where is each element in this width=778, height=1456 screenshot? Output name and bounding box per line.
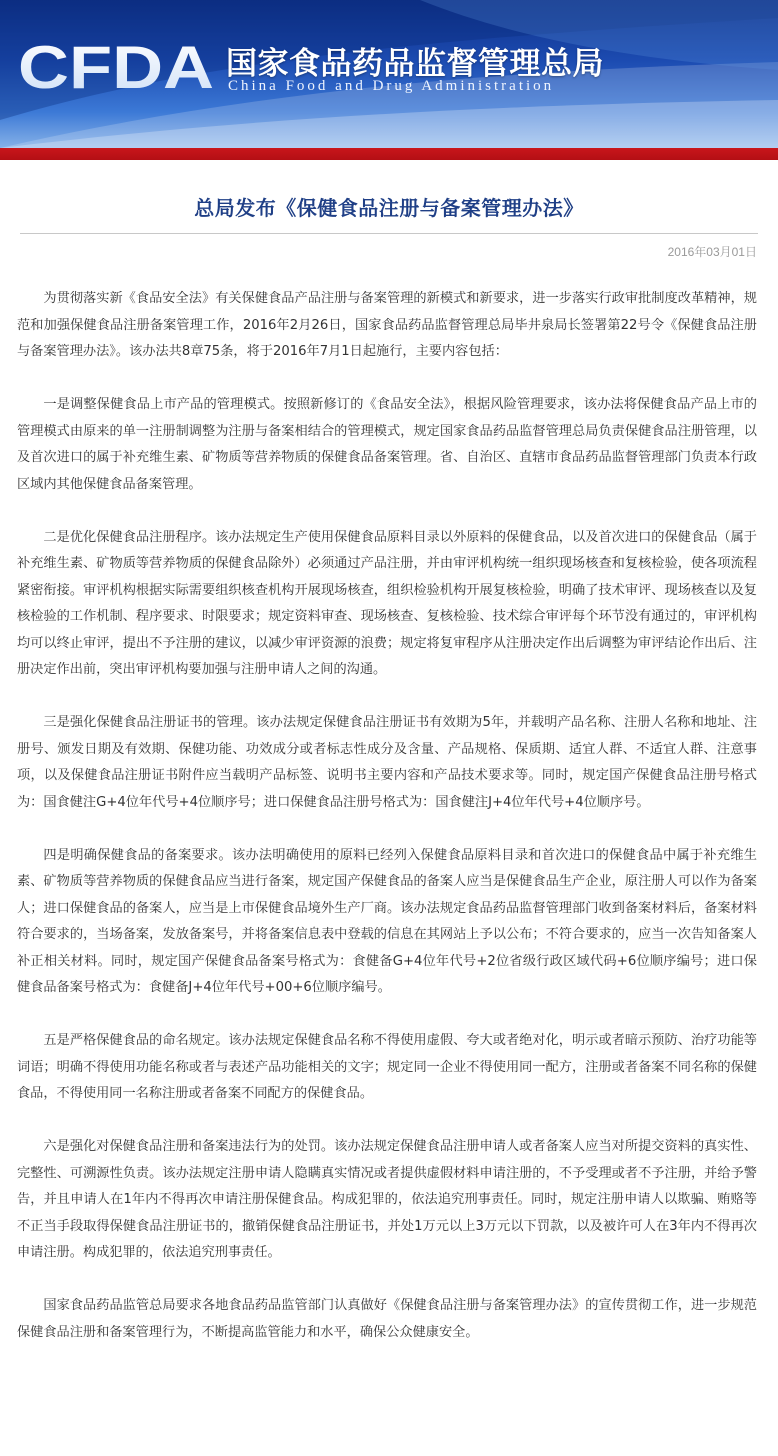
title-divider	[20, 233, 758, 234]
cfda-logo[interactable]	[18, 36, 218, 96]
article-paragraph: 六是强化对保健食品注册和备案违法行为的处罚。该办法规定保健食品注册申请人或者备案人应当对所提交资料的真实性、完整性、可溯源性负责。该办法规定注册申请人隐瞒真实情况或者提供虚假材料申请注册的，不予受理或者不予注册，并给予警告，并且申请人在1年内不得再次申请注册保健食品。构成犯罪的，依法追究刑事责任。同时，规定注册申请人以欺骗、贿赂等不正当手段取得保健食品注册证书的，撤销保健食品注册证书，并处1万元以上3万元以下罚款，以及被许可人在3年内不得再次申请注册。构成犯罪的，依法追究刑事责任。	[17, 1139, 757, 1260]
article-paragraph: 四是明确保健食品的备案要求。该办法明确使用的原料已经列入保健食品原料目录和首次进口的保健食品中属于补充维生素、矿物质等营养物质的保健食品应当进行备案，规定国产保健食品的备案人应当是保健食品生产企业，原注册人可以作为备案人；进口保健食品的备案人，应当是上市保健食品境外生产厂商。该办法规定食品药品监督管理部门收到备案材料后，备案材料符合要求的，当场备案，发放备案号，并将备案信息表中登载的信息在其网站上予以公布；不符合要求的，应当一次告知备案人补正相关材料。同时，规定国产保健食品备案号格式为：食健备G+4位年代号+2位省级行政区域代码+6位顺序编号；进口保健食品备案号格式为：食健备J+4位年代号+00+6位顺序编号。	[17, 847, 757, 995]
header-red-bar	[0, 148, 778, 160]
article-body	[17, 286, 757, 1373]
cfda-logo-text: CFDA	[18, 36, 214, 96]
agency-name-english: China Food and Drug Administration	[228, 78, 555, 94]
article-paragraph: 三是强化保健食品注册证书的管理。该办法规定保健食品注册证书有效期为5年，并载明产品名称、注册人名称和地址、注册号、颁发日期及有效期、保健功能、功效成分或者标志性成分及含量、产品规格、保质期、适宜人群、不适宜人群、注意事项，以及保健食品注册证书附件应当载明产品标签、说明书主要内容和产品技术要求等。同时，规定国产保健食品注册号格式为：国食健注G+4位年代号+4位顺序号；进口保健食品注册号格式为：国食健注J+4位年代号+4位顺序号。	[17, 715, 757, 810]
article-paragraph: 五是严格保健食品的命名规定。该办法规定保健食品名称不得使用虚假、夸大或者绝对化，明示或者暗示预防、治疗功能等词语；明确不得使用功能名称或者与表述产品功能相关的文字；规定同一企业不得使用同一配方，注册或者备案不同名称的保健食品，不得使用同一名称注册或者备案不同配方的保健食品。	[17, 1033, 757, 1101]
agency-name-chinese: 国家食品药品监督管理总局	[226, 46, 604, 82]
article-paragraph: 为贯彻落实新《食品安全法》有关保健食品产品注册与备案管理的新模式和新要求，进一步落实行政审批制度改革精神，规范和加强保健食品注册备案管理工作，2016年2月26日，国家食品药品监督管理总局毕井泉局长签署第22号令《保健食品注册与备案管理办法》。该办法共8章75条，将于2016年7月1日起施行，主要内容包括：	[17, 291, 757, 359]
article-paragraph: 一是调整保健食品上市产品的管理模式。按照新修订的《食品安全法》，根据风险管理要求，该办法将保健食品产品上市的管理模式由原来的单一注册制调整为注册与备案相结合的管理模式，规定国家食品药品监督管理总局负责保健食品注册管理，以及首次进口的属于补充维生素、矿物质等营养物质的保健食品备案管理。省、自治区、直辖市食品药品监督管理部门负责本行政区域内其他保健食品备案管理。	[17, 397, 757, 492]
site-header-banner	[0, 0, 778, 160]
article-paragraph: 国家食品药品监管总局要求各地食品药品监管部门认真做好《保健食品注册与备案管理办法》的宣传贯彻工作，进一步规范保健食品注册和备案管理行为，不断提高监管能力和水平，确保公众健康安全。	[17, 1298, 757, 1340]
article-title: 总局发布《保健食品注册与备案管理办法》	[194, 196, 584, 220]
article-date: 2016年03月01日	[667, 245, 757, 259]
article-paragraph: 二是优化保健食品注册程序。该办法规定生产使用保健食品原料目录以外原料的保健食品，以及首次进口的保健食品（属于补充维生素、矿物质等营养物质的保健食品除外）必须通过产品注册，并由审评机构统一组织现场核查和复核检验，使各项流程紧密衔接。审评机构根据实际需要组织核查机构开展现场核查，组织检验机构开展复核检验，明确了技术审评、现场核查以及复核检验的工作机制、程序要求、时限要求；规定资料审查、现场核查、复核检验、技术综合审评每个环节没有通过的，审评机构均可以终止审评，提出不予注册的建议，以减少审评资源的浪费；规定将复审程序从注册决定作出后调整为审评结论作出后、注册决定作出前，突出审评机构要加强与注册申请人之间的沟通。	[17, 529, 757, 677]
